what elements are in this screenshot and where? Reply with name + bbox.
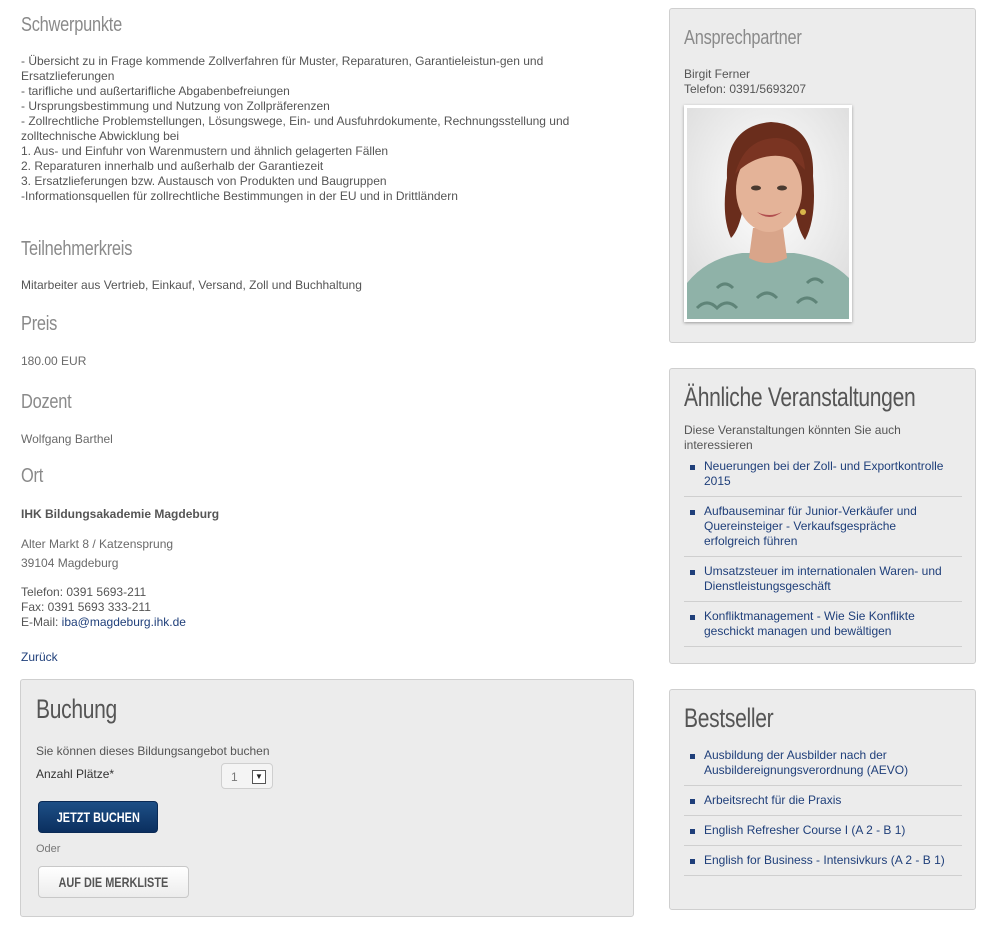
bestseller-box: [669, 689, 976, 910]
book-now-button[interactable]: [38, 801, 158, 833]
schwerpunkte-line: 1. Aus- und Einfuhr von Warenmustern und ähnlich gelagerten Fällen: [21, 144, 389, 158]
schwerpunkte-line: 2. Reparaturen innerhalb und außerhalb der Garantiezeit: [21, 159, 324, 173]
quantity-select[interactable]: [221, 763, 273, 789]
schwerpunkte-line: - Übersicht zu in Frage kommende Zollverfahren für Muster, Reparaturen, Garantieleistun-gen und Ersatzlieferungen: [21, 54, 544, 83]
book-now-label: JETZT BUCHEN: [56, 809, 140, 825]
contact-box: [669, 8, 976, 343]
add-to-watchlist-button[interactable]: [38, 866, 189, 898]
list-item: [684, 602, 962, 647]
booking-box: [20, 679, 634, 917]
schwerpunkte-line: 3. Ersatzlieferungen bzw. Austausch von Produkten und Baugruppen: [21, 174, 387, 188]
bestseller-heading: Bestseller: [684, 703, 774, 733]
schwerpunkte-line: - Zollrechtliche Problemstellungen, Lösungswege, Ein- und Ausfuhrdokumente, Rechnungsstellung und zolltechnische Abwicklung bei: [21, 114, 570, 143]
venue-email-row: [21, 615, 186, 630]
or-separator: Oder: [36, 843, 61, 855]
similar-events-box: [669, 368, 976, 664]
bestseller-list: [684, 741, 962, 876]
ort-heading: Ort: [21, 465, 44, 487]
contact-phone: Telefon: 0391/5693207: [684, 82, 807, 96]
preis-value: 180.00 EUR: [21, 354, 87, 368]
venue-street: Alter Markt 8 / Katzensprung: [21, 537, 174, 551]
dozent-heading: Dozent: [21, 391, 72, 413]
contact-photo: [684, 105, 852, 322]
bestseller-link[interactable]: Ausbildung der Ausbilder nach der Ausbildereignungsverordnung (AEVO): [704, 748, 909, 777]
venue-email-label: E-Mail:: [21, 615, 62, 629]
contact-heading: Ansprechpartner: [684, 27, 802, 49]
bestseller-link[interactable]: English for Business - Intensivkurs (A 2 - B 1): [704, 853, 945, 867]
list-item: [684, 846, 962, 876]
bestseller-link[interactable]: Arbeitsrecht für die Praxis: [704, 793, 842, 807]
venue-email-link[interactable]: iba@magdeburg.ihk.de: [61, 615, 186, 629]
quantity-value: 1: [231, 770, 238, 784]
list-item: [684, 557, 962, 602]
list-item: [684, 816, 962, 846]
venue-fax: Fax: 0391 5693 333-211: [21, 600, 151, 614]
chevron-down-icon[interactable]: ▼: [252, 770, 266, 784]
venue-city: 39104 Magdeburg: [21, 556, 119, 570]
venue-phone: Telefon: 0391 5693-211: [21, 585, 147, 599]
booking-heading: Buchung: [36, 694, 117, 724]
teilnehmerkreis-heading: Teilnehmerkreis: [21, 238, 133, 260]
portrait-image: [687, 108, 849, 319]
schwerpunkte-text: [21, 54, 621, 204]
teilnehmerkreis-text: Mitarbeiter aus Vertrieb, Einkauf, Versand, Zoll und Buchhaltung: [21, 278, 362, 292]
contact-name: Birgit Ferner: [684, 67, 751, 81]
schwerpunkte-line: - tarifliche und außertarifliche Abgabenbefreiungen: [21, 84, 290, 98]
venue-contact: [21, 585, 186, 630]
schwerpunkte-heading: Schwerpunkte: [21, 14, 122, 36]
dozent-name: Wolfgang Barthel: [21, 432, 113, 446]
back-link[interactable]: Zurück: [21, 650, 58, 664]
similar-events-intro: Diese Veranstaltungen könnten Sie auch interessieren: [684, 423, 901, 452]
list-item: [684, 741, 962, 786]
similar-events-list: [684, 452, 962, 647]
watchlist-label: AUF DIE MERKLISTE: [58, 874, 169, 890]
quantity-label: Anzahl Plätze*: [36, 767, 115, 781]
list-item: [684, 452, 962, 497]
schwerpunkte-line: -Informationsquellen für zollrechtliche Bestimmungen in der EU und in Drittländern: [21, 189, 458, 203]
similar-events-heading: Ähnliche Veranstaltungen: [684, 382, 916, 412]
preis-heading: Preis: [21, 313, 58, 335]
booking-intro: Sie können dieses Bildungsangebot buchen: [36, 744, 270, 758]
bestseller-link[interactable]: English Refresher Course I (A 2 - B 1): [704, 823, 906, 837]
venue-name: IHK Bildungsakademie Magdeburg: [21, 507, 220, 521]
similar-event-link[interactable]: Aufbauseminar für Junior-Verkäufer und Quereinsteiger - Verkaufsgespräche erfolgreich führen: [704, 504, 917, 548]
similar-event-link[interactable]: Umsatzsteuer im internationalen Waren- und Dienstleistungsgeschäft: [704, 564, 942, 593]
list-item: [684, 786, 962, 816]
similar-event-link[interactable]: Neuerungen bei der Zoll- und Exportkontrolle 2015: [704, 459, 944, 488]
schwerpunkte-line: - Ursprungsbestimmung und Nutzung von Zollpräferenzen: [21, 99, 330, 113]
similar-event-link[interactable]: Konfliktmanagement - Wie Sie Konflikte geschickt managen und bewältigen: [704, 609, 915, 638]
list-item: [684, 497, 962, 557]
